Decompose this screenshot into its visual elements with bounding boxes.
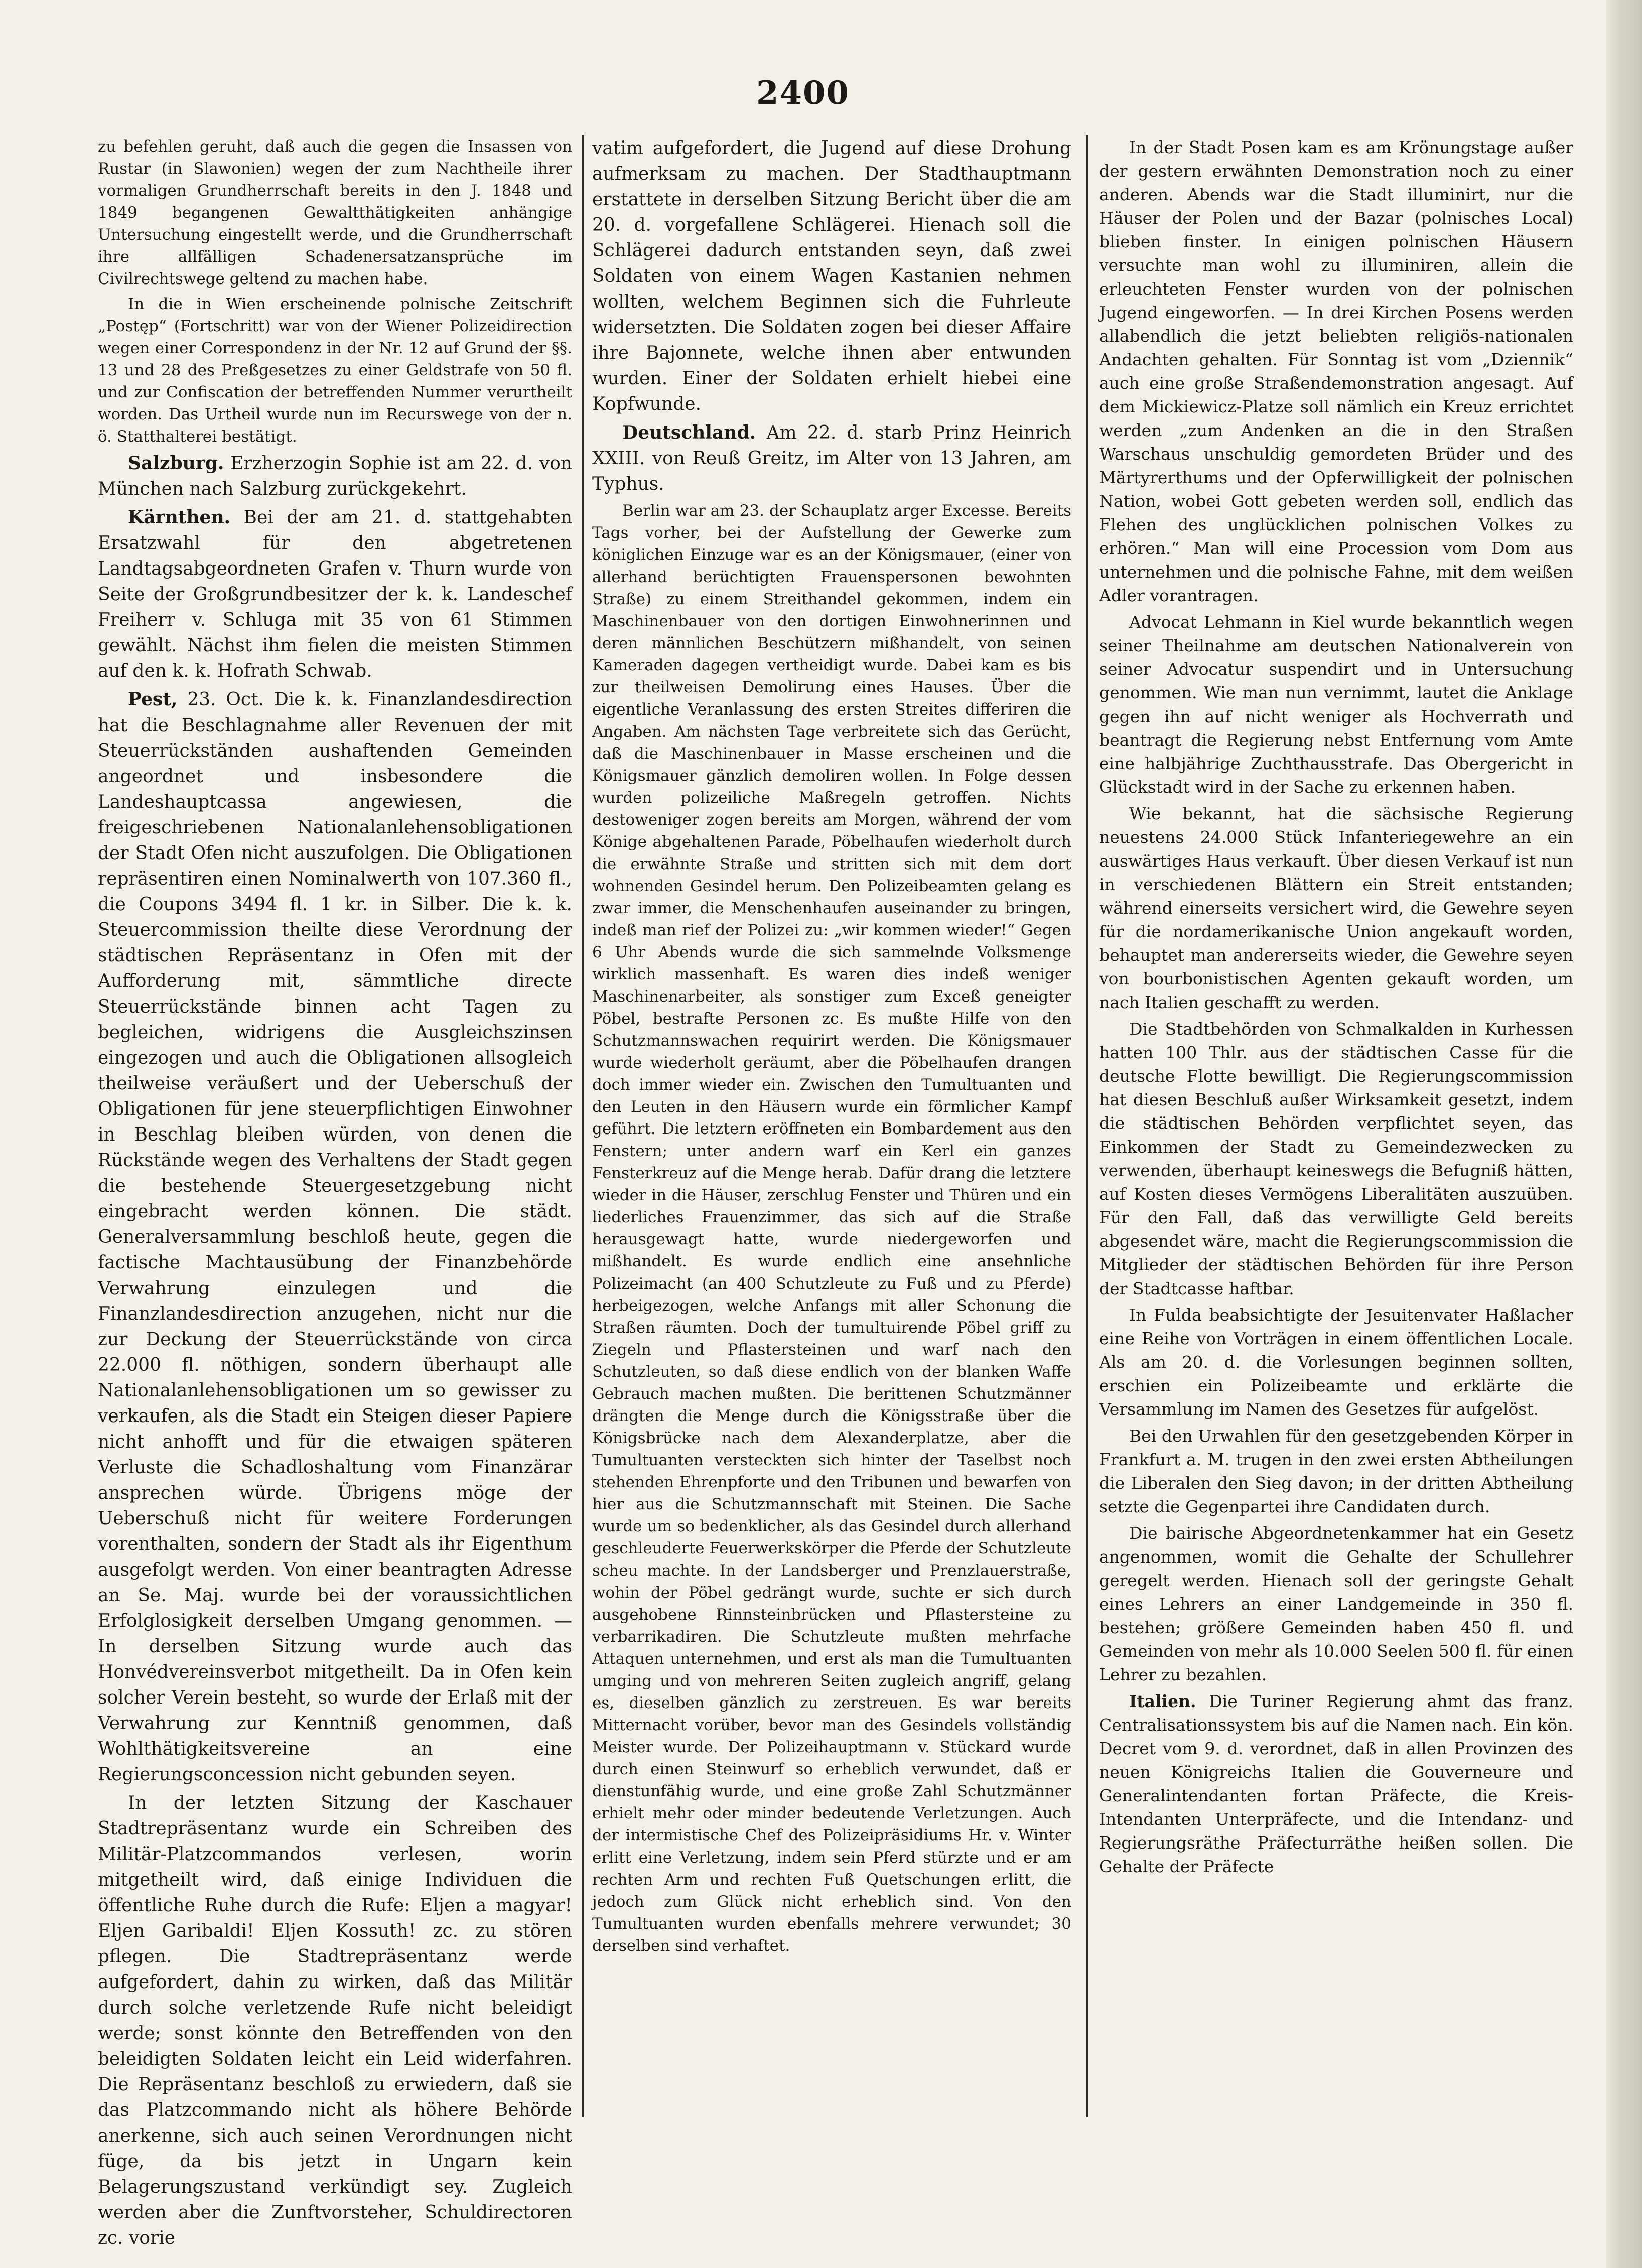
paragraph-text: vatim aufgefordert, die Jugend auf diese Drohung aufmerksam zu machen. Der Stadthauptmann erstattete in derselben Sitzung Bericht über die am 20. d. vorgefallene Schlägerei. Hienach soll die Schlägerei dadurch entstanden seyn, daß zwei Soldaten von einem Wagen Kastanien nehmen wollten, welchem Beginnen sich die Fuhrleute widersetzten. Die Soldaten zogen bei dieser Affaire ihre Bajonnete, welche ihnen aber entwunden wurden. Einer der Soldaten erhielt hiebei eine Kopfwunde. xyxy=(592,138,1071,414)
paragraph-text: 23. Oct. Die k. k. Finanzlandesdirection hat die Beschlagnahme aller Revenuen der mit Steuerrückständen aushaftenden Gemeinden angeordnet und insbesondere die Landeshauptcassa angewiesen, die freigeschriebenen Nationalanlehensobligationen der Stadt Ofen nicht auszufolgen. Die Obligationen repräsentiren einen Nominalwerth von 107.360 fl., die Coupons 3494 fl. 1 kr. in Silber. Die k. k. Steuercommission theilte diese Verordnung der städtischen Repräsentanz in Ofen mit der Aufforderung mit, sämmtliche directe Steuerrückstände binnen acht Tagen zu begleichen, widrigens die Ausgleichszinsen eingezogen und auch die Obligationen allsogleich theilweise veräußert und der Ueberschuß der Obligationen für jene steuerpflichtigen Einwohner in Beschlag bleiben würden, von denen die Rückstände wegen des Verhaltens der Stadt gegen die bestehende Steuergesetzgebung nicht eingebracht werden können. Die städt. Generalversammlung beschloß heute, gegen die factische Machtausübung der Finanzbehörde Verwahrung einzulegen und die Finanzlandesdirection anzugehen, nicht nur die zur Deckung der Steuerrückstände von circa 22.000 fl. nöthigen, sondern überhaupt alle Nationalanlehensobligationen um so gewisser zu verkaufen, als die Stadt ein Steigen dieser Papiere nicht anhofft und für die etwaigen späteren Verluste die Schadloshaltung vom Finanzärar ansprechen würde. Übrigens möge der Ueberschuß nicht für weitere Forderungen vorenthalten, sondern der Stadt als ihr Eigenthum ausgefolgt werden. Von einer beantragten Adresse an Se. Maj. wurde bei der voraussichtlichen Erfolglosigkeit derselben Umgang genommen. — In derselben Sitzung wurde auch das Honvédvereinsverbot mitgetheilt. Da in Ofen kein solcher Verein besteht, so wurde der Erlaß mit der Verwahrung zur Kenntniß genommen, daß Wohlthätigkeitsvereine an eine Regierungsconcession nicht gebunden seyen. xyxy=(98,689,572,1785)
article-paragraph xyxy=(98,135,572,290)
article-paragraph xyxy=(98,1790,572,2251)
paragraph-text: Die Stadtbehörden von Schmalkalden in Kurhessen hatten 100 Thlr. aus der städtischen Casse für die deutsche Flotte bewilligt. Die Regierungscommission hat diesen Beschluß außer Wirksamkeit gesetzt, indem die städtischen Behörden verpflichtet seyen, das Einkommen der Stadt zu Gemeindezwecken zu verwenden, überhaupt keineswegs die Befugniß hätten, auf Kosten dieses Vermögens Liberalitäten auszuüben. Für den Fall, daß das verwilligte Geld bereits abgesendet wäre, macht die Regierungscommission die Mitglieder der städtischen Behörden für ihre Person der Stadtcasse haftbar. xyxy=(1099,1019,1573,1298)
section-heading: Deutschland. xyxy=(622,422,756,443)
article-paragraph xyxy=(1099,135,1573,607)
article-paragraph xyxy=(592,420,1071,497)
section-heading: Pest, xyxy=(128,689,178,710)
section-heading: Italien. xyxy=(1129,1691,1196,1711)
article-paragraph xyxy=(98,687,572,1787)
paragraph-text: Erzherzogin Sophie ist am 22. d. von München nach Salzburg zurückgekehrt. xyxy=(98,453,572,499)
paragraph-text: In Fulda beabsichtigte der Jesuitenvater Haßlacher eine Reihe von Vorträgen in einem öffentlichen Locale. Als am 20. d. die Vorlesungen beginnen sollten, erschien ein Polizeibeamte und erklärte die Versammlung im Namen des Gesetzes für aufgelöst. xyxy=(1099,1305,1573,1419)
paragraph-text: In der Stadt Posen kam es am Krönungstage außer der gestern erwähnten Demonstration noch zu einer anderen. Abends war die Stadt illuminirt, nur die Häuser der Polen und der Bazar (polnisches Local) blieben finster. In einigen polnischen Häusern versuchte man wohl zu illuminiren, allein die erleuchteten Fenster wurden von der polnischen Jugend eingeworfen. — In drei Kirchen Posens werden allabendlich die jetzt beliebten religiös-nationalen Andachten gehalten. Für Sonntag ist vom „Dziennik“ auch eine große Straßendemonstration angesagt. Auf dem Mickiewicz-Platze soll nämlich ein Kreuz errichtet werden „zum Andenken an die in den Straßen Warschaus unschuldig gemordeten Brüder und des Märtyrerthums und der Opferwilligkeit der polnischen Nation, wobei Gott gebeten werden soll, endlich das Flehen des unglücklichen polnischen Volkes zu erhören.“ Man will eine Procession vom Dom aus unternehmen und die polnische Fahne, mit dem weißen Adler vorantragen. xyxy=(1099,137,1573,605)
article-paragraph xyxy=(98,293,572,448)
paragraph-text: Advocat Lehmann in Kiel wurde bekanntlich wegen seiner Theilnahme am deutschen Nationalverein von seiner Advocatur suspendirt und in Untersuchung genommen. Wie man nun vernimmt, lautet die Anklage gegen ihn auf nicht weniger als Hochverrath und beantragt die Regierung nebst Entfernung vom Amte eine halbjährige Zuchthausstrafe. Das Obergericht in Glückstadt wird in der Sache zu erkennen haben. xyxy=(1099,612,1573,797)
column-divider xyxy=(582,135,584,2117)
article-paragraph xyxy=(1099,1521,1573,1686)
column-left xyxy=(98,135,572,2248)
paragraph-text: In die in Wien erscheinende polnische Zeitschrift „Postęp“ (Fortschritt) war von der Wiener Polizeidirection wegen einer Correspondenz in der Nr. 12 auf Grund der §§. 13 und 28 des Preßgesetzes zu einer Geldstrafe von 50 fl. und zur Confiscation der betreffenden Nummer verurtheilt worden. Das Urtheil wurde nun im Recurswege von der n. ö. Statthalterei bestätigt. xyxy=(98,295,572,446)
paragraph-text: In der letzten Sitzung der Kaschauer Stadtrepräsentanz wurde ein Schreiben des Militär-Platzcommandos verlesen, worin mitgetheilt wird, daß einige Individuen die öffentliche Ruhe durch die Rufe: Eljen a magyar! Eljen Garibaldi! Eljen Kossuth! zc. zu stören pflegen. Die Stadtrepräsentanz werde aufgefordert, dahin zu wirken, daß das Militär durch solche verletzende Rufe nicht beleidigt werde; sonst könnte den Betreffenden von den beleidigten Soldaten leicht ein Leid widerfahren. Die Repräsentanz beschloß zu erwiedern, daß sie das Platzcommando nicht als höhere Behörde anerkenne, sich auch seinen Verordnungen nicht füge, da bis jetzt in Ungarn kein Belagerungszustand verkündigt sey. Zugleich werden aber die Zunftvorsteher, Schuldirectoren zc. vorie xyxy=(98,1793,572,2248)
column-divider xyxy=(1086,135,1088,2117)
article-paragraph xyxy=(592,135,1071,417)
paragraph-text: Die bairische Abgeordnetenkammer hat ein Gesetz angenommen, womit die Gehalte der Schullehrer geregelt werden. Hienach soll der geringste Gehalt eines Lehrers an einer Landgemeinde in 350 fl. bestehen; größere Gemeinden haben 450 fl. und Gemeinden von mehr als 10.000 Seelen 500 fl. für einen Lehrer zu bezahlen. xyxy=(1099,1523,1573,1684)
paragraph-text: Bei der am 21. d. stattgehabten Ersatzwahl für den abgetretenen Landtagsabgeordneten Grafen v. Thurn wurde von Seite der Großgrundbesitzer der k. k. Landeschef Freiherr v. Schluga mit 35 von 61 Stimmen gewählt. Nächst ihm fielen die meisten Stimmen auf den k. k. Hofrath Schwab. xyxy=(98,507,572,681)
section-heading: Kärnthen. xyxy=(128,507,231,528)
article-paragraph xyxy=(98,505,572,684)
article-paragraph xyxy=(592,500,1071,1957)
article-paragraph xyxy=(1099,1017,1573,1300)
page-number: 2400 xyxy=(756,74,850,112)
paragraph-text: Bei den Urwahlen für den gesetzgebenden Körper in Frankfurt a. M. trugen in den zwei ersten Abtheilungen die Liberalen den Sieg davon; in der dritten Abtheilung setzte die Gegenpartei ihre Candidaten durch. xyxy=(1099,1426,1573,1516)
paragraph-text: zu befehlen geruht, daß auch die gegen die Insassen von Rustar (in Slawonien) wegen der zum Nachtheile ihrer vormaligen Grundherrschaft bereits in den J. 1848 und 1849 begangenen Gewaltthätigkeiten anhängige Untersuchung eingestellt werde, und die Grundherrschaft ihre allfälligen Schadenersatzansprüche im Civilrechtswege geltend zu machen habe. xyxy=(98,137,572,288)
article-paragraph xyxy=(1099,610,1573,799)
article-paragraph xyxy=(1099,1424,1573,1518)
section-heading: Salzburg. xyxy=(128,453,224,474)
article-paragraph xyxy=(1099,802,1573,1014)
column-middle xyxy=(592,135,1071,2143)
paragraph-text: Berlin war am 23. der Schauplatz arger Excesse. Bereits Tags vorher, bei der Aufstellung der Gewerke zum königlichen Einzuge war es an der Königsmauer, (einer von allerhand berüchtigten Frauenspersonen bewohnten Straße) zu einem Streithandel gekommen, indem ein Maschinenbauer von den dortigen Einwohnerinnen und deren männlichen Beschützern mißhandelt, von seinen Kameraden dagegen vertheidigt wurde. Dabei kam es bis zur theilweisen Demolirung eines Hauses. Über die eigentliche Veranlassung des ersten Streites differiren die Angaben. Am nächsten Tage verbreitete sich das Gerücht, daß die Maschinenbauer in Masse erscheinen und die Königsmauer gänzlich demoliren wollen. In Folge dessen wurden polizeiliche Maßregeln getroffen. Nichts destoweniger zogen bereits am Morgen, während der vom Könige abgehaltenen Parade, Pöbelhaufen wiederholt durch die erwähnte Straße und stritten sich mit dem dort wohnenden Gesindel herum. Den Polizeibeamten gelang es zwar immer, die Menschenhaufen auseinander zu bringen, indeß man rief der Polizei zu: „wir kommen wieder!“ Gegen 6 Uhr Abends wurde die sich sammelnde Volksmenge wirklich massenhaft. Es waren dies indeß weniger Maschinenarbeiter, als sonstiger zum Exceß geneigter Pöbel, bestrafte Personen zc. Es mußte Hilfe von den Schutzmannswachen requirirt werden. Die Königsmauer wurde wiederholt geräumt, aber die Pöbelhaufen drangen doch immer wieder ein. Zwischen den Tumultuanten und den Leuten in den Häusern wurde ein förmlicher Kampf geführt. Die letztern eröffneten ein Bombardement aus den Fenstern; unter andern warf ein Kerl ein ganzes Fensterkreuz auf die Menge herab. Dafür drang die letztere wieder in die Häuser, zerschlug Fenster und Thüren und ein liederliches Frauenzimmer, das sich auf die Straße herausgewagt hatte, wurde niedergeworfen und mißhandelt. Es wurde endlich eine ansehnliche Polizeimacht (an 400 Schutzleute zu Fuß und zu Pferde) herbeigezogen, welche Anfangs mit aller Schonung die Straßen räumten. Doch der tumultuirende Pöbel griff zu Ziegeln und Pflastersteinen und warf nach den Schutzleuten, so daß diese endlich von der blanken Waffe Gebrauch machen mußten. Die berittenen Schutzmänner drängten die Menge durch die Königsstraße über die Königsbrücke nach dem Alexanderplatze, aber die Tumultuanten versteckten sich hinter der Taselbst noch stehenden Ehrenpforte und den Tribunen und bewarfen von hier aus die Schutzmannschaft mit Steinen. Die Sache wurde um so bedenklicher, als das Gesindel durch allerhand geschleuderte Feuerwerkskörper die Pferde der Schutzleute scheu machte. In der Landsberger und Prenzlauerstraße, wohin der Pöbel gedrängt wurde, suchte er sich durch ausgehobene Rinnsteinbrücken und Pflastersteine zu verbarrikadiren. Die Schutzleute mußten mehrfache Attaquen unternehmen, und erst als man die Tumultuanten umging und von mehreren Seiten zugleich angriff, gelang es, dieselben gänzlich zu zerstreuen. Es war bereits Mitternacht vorüber, bevor man des Gesindels vollständig Meister wurde. Der Polizeihauptmann v. Stückard wurde durch einen Steinwurf so erheblich verwundet, daß er dienstunfähig wurde, und eine große Zahl Schutzmänner erhielt mehr oder minder bedeutende Verletzungen. Auch der intermistische Chef des Polizeipräsidiums Hr. v. Winter erlitt eine Verletzung, indem sein Pferd stürzte und er am rechten Arm und rechten Fuß Quetschungen erlitt, die jedoch zum Glück nicht erheblich sind. Von den Tumultuanten wurden ebenfalls mehrere verwundet; 30 derselben sind verhaftet. xyxy=(592,502,1071,1955)
column-right xyxy=(1099,135,1573,2143)
page-edge xyxy=(1606,0,1642,2268)
paragraph-text: Wie bekannt, hat die sächsische Regierung neuestens 24.000 Stück Infanteriegewehre an ein auswärtiges Haus verkauft. Über diesen Verkauf ist nun in verschiedenen Blättern ein Streit entstanden; während einerseits versichert wird, die Gewehre seyen für die nordamerikanische Union angekauft worden, behauptet man andererseits wieder, die Gewehre seyen von bourbonistischen Agenten gekauft worden, um nach Italien geschafft zu werden. xyxy=(1099,804,1573,1012)
article-paragraph xyxy=(1099,1303,1573,1421)
paragraph-text: Am 22. d. starb Prinz Heinrich XXIII. von Reuß Greitz, im Alter von 13 Jahren, am Typhus. xyxy=(592,422,1071,494)
article-paragraph xyxy=(1099,1689,1573,1878)
article-paragraph xyxy=(98,451,572,502)
paragraph-text: Die Turiner Regierung ahmt das franz. Centralisationssystem bis auf die Namen nach. Ein kön. Decret vom 9. d. verordnet, daß in allen Provinzen des neuen Königreichs Italien die Gouverneure und Generalintendanten fortan Präfecte, die Kreis-Intendanten Unterpräfecte, und die Intendanz- und Regierungsräthe Präfecturräthe heißen sollen. Die Gehalte der Präfecte xyxy=(1099,1691,1573,1876)
